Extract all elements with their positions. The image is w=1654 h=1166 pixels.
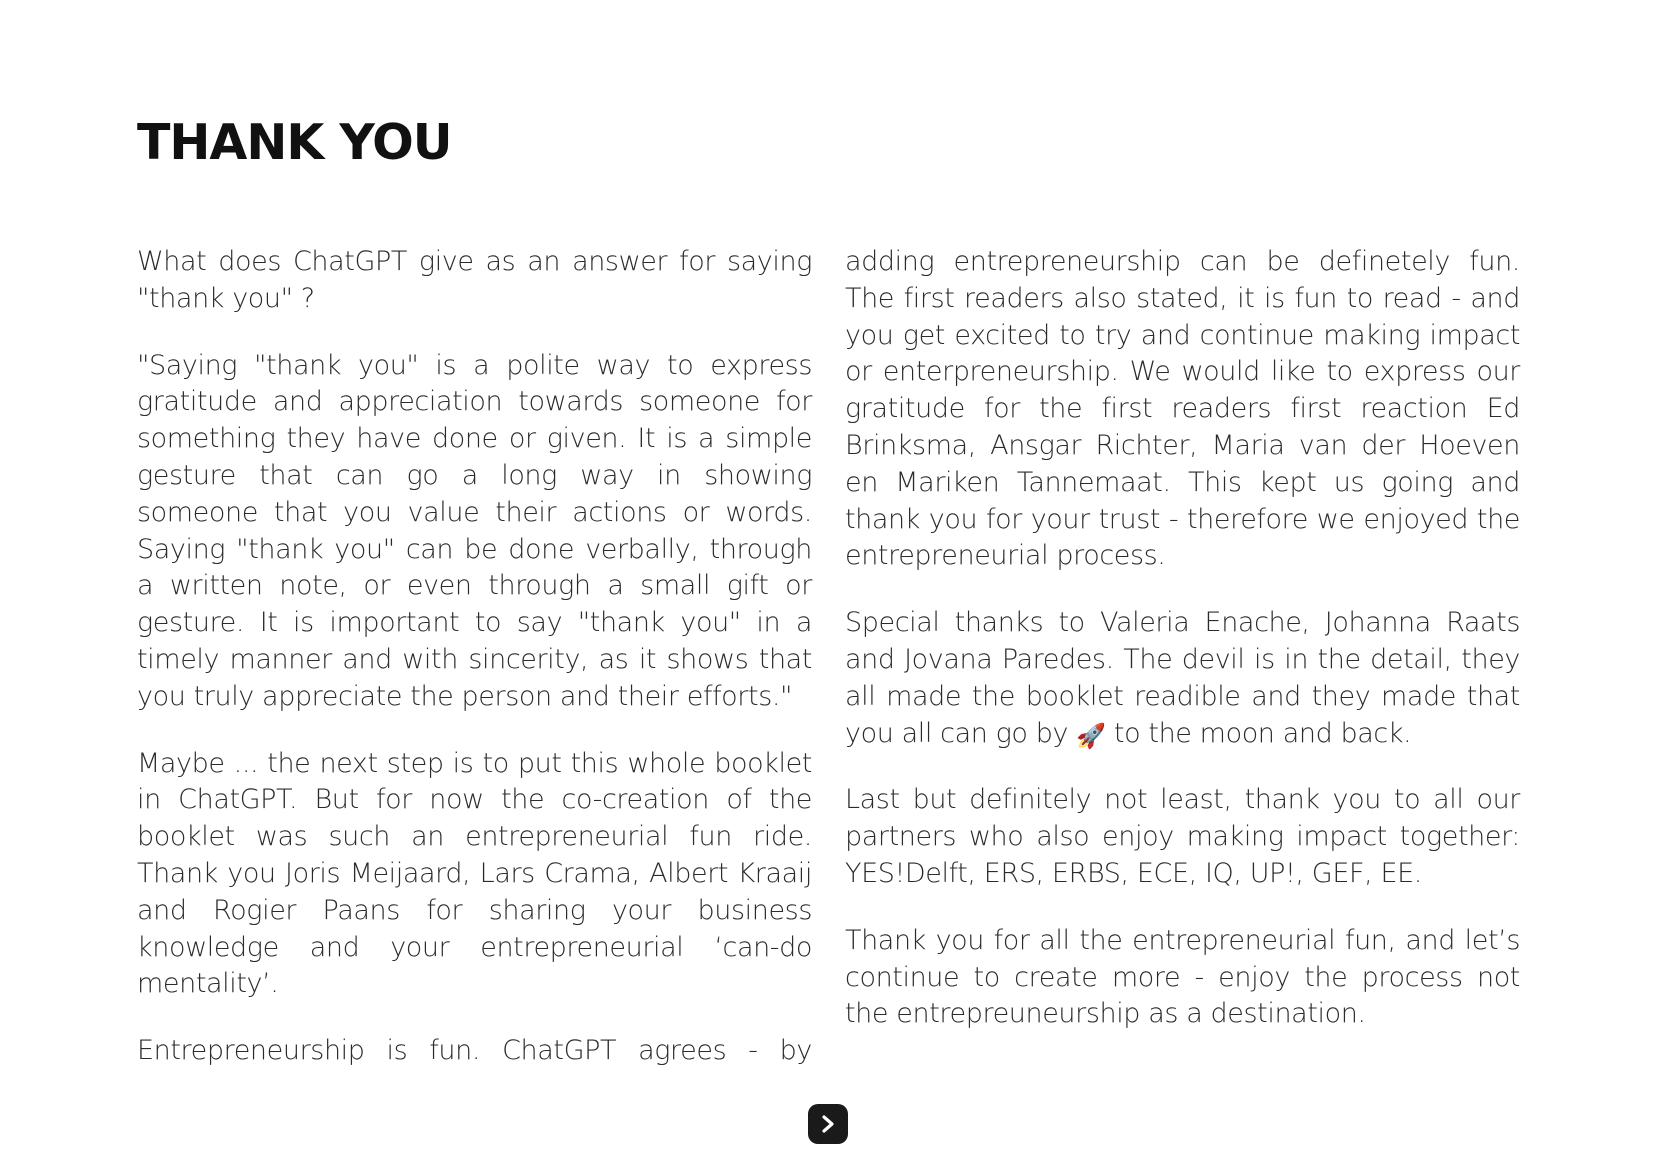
paragraph-chatgpt-answer: "Saying "thank you" is a polite way to express gratitude and appreciation towards someone for something they have done or given. It is a simple gesture that can go a long way in showing someone that you value their actions or words. Saying "thank you" can be done verbally, through a written note, or even through a small gift or gesture. It is important to say "thank you" in a timely manner and with sincerity, as it shows that you truly appreciate the person and their efforts." bbox=[137, 349, 812, 712]
chevron-right-icon bbox=[818, 1114, 838, 1134]
next-page-button[interactable] bbox=[808, 1104, 848, 1144]
page-title: THANK YOU bbox=[137, 114, 452, 171]
special-thanks-text-end: to the moon and back. bbox=[1113, 717, 1412, 749]
paragraph-entrepreneurship-fun: Entrepreneurship is fun. ChatGPT agrees - by bbox=[137, 1035, 812, 1067]
paragraph-closing: Thank you for all the entrepreneurial fun, and let’s continue to create more - enjoy the process not the entrepreuneurship as a destination. bbox=[845, 924, 1520, 1030]
right-column bbox=[845, 244, 1520, 1063]
paragraph-booklet-cocreation: Maybe ... the next step is to put this whole booklet in ChatGPT. But for now the co-creation of the booklet was such an entrepreneurial fun ride. Thank you Joris Meijaard, Lars Crama, Albert Kraaij and Rogier Paans for sharing your business knowledge and your entrepreneurial ‘can-do mentality’. bbox=[137, 747, 812, 1000]
rocket-icon: 🚀 bbox=[1076, 721, 1106, 750]
paragraph-partners: Last but definitely not least, thank you to all our partners who also enjoy making impact together: YES!Delft, ERS, ERBS, ECE, IQ, UP!, GEF, EE. bbox=[845, 784, 1520, 889]
paragraph-first-readers: adding entrepreneurship can be definetely fun. The first readers also stated, it is fun to read - and you get excited to try and continue making impact or enterpreneurship. We would like to express our gratitude for the first readers first reaction Ed Brinksma, Ansgar Richter, Maria van der Hoeven en Mariken Tannemaat. This kept us going and thank you for your trust - therefore we enjoyed the entrepreneurial process. bbox=[845, 246, 1520, 572]
left-column bbox=[137, 244, 812, 1070]
paragraph-special-thanks bbox=[845, 605, 1520, 752]
special-thanks-text: Special thanks to Valeria Enache, Johanna Raats and Jovana Paredes. The devil is in the detail, they all made the booklet readible and they made that you all can go by bbox=[845, 607, 1520, 749]
paragraph-chatgpt-question: What does ChatGPT give as an answer for saying "thank you" ? bbox=[137, 246, 812, 314]
